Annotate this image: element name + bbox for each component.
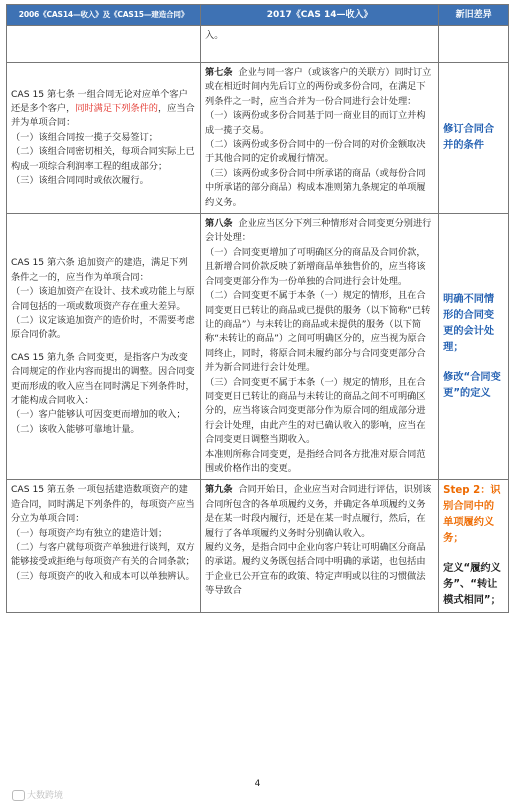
cell-new	[201, 480, 439, 613]
header-row	[7, 5, 509, 26]
diff-note: 修订合同合并的条件	[443, 124, 495, 152]
chat-icon	[12, 790, 25, 801]
article-number: 第七条	[205, 67, 233, 78]
new-line: （三）该两份或多份合同中所承诺的商品（或每份合同中所承诺的部分商品）构成本准则第九条规定的单项履约义务。	[205, 167, 426, 208]
watermark: 大数跨境	[12, 788, 63, 801]
old-line: （二）该组合同密切相关，每项合同实际上已构成一项综合利润率工程的组成部分；	[11, 146, 195, 172]
cell-diff	[439, 63, 509, 214]
new-line: （二）该两份或多份合同中的一份合同的对价金额取决于其他合同的定价或履行情况。	[205, 139, 426, 165]
cell-diff	[439, 26, 509, 63]
table-row	[7, 480, 509, 613]
cell-diff	[439, 480, 509, 613]
old-line: CAS 15 第七条 一组合同无论对应单个客户还是多个客户，同时满足下列条件的，应当合并为单项合同：	[11, 88, 195, 129]
new-line: （三）合同变更不属于本条（一）规定的情形，且在合同变更日已转让的商品与未转让的商品之间不可明确区分的，应当将该合同变更部分作为原合同的组成部分进行会计处理，由此产生的对已确认收入的影响，应当在合同变更日调整当期收入。	[205, 376, 426, 446]
old-line: （三）每项资产的收入和成本可以单独辨认。	[11, 570, 195, 582]
spacer	[11, 343, 196, 351]
old-line: CAS 15 第九条 合同变更，是指客户为改变合同规定的作业内容而提出的调整。因合同变更而形成的收入应当在同时满足下列条件时，才能构成合同收入：	[11, 351, 195, 406]
header-old-standard: 2006《CAS14—收入》及《CAS15—建造合同》	[7, 5, 201, 26]
cell-new	[201, 26, 439, 63]
diff-note: 明确不同情形的合同变更的会计处理；	[443, 293, 495, 353]
old-line: （一）该追加资产在设计、技术或功能上与原合同包括的一项或数项资产存在重大差异。	[11, 286, 195, 312]
old-line: CAS 15 第六条 追加资产的建造，满足下列条件之一的，应当作为单项合同：	[11, 257, 188, 283]
cell-old	[7, 214, 201, 480]
old-line: CAS 15 第五条 一项包括建造数项资产的建造合同，同时满足下列条件的，每项资产应当分立为单项合同：	[11, 484, 195, 525]
old-line: （三）该组合同同时或依次履行。	[11, 175, 149, 187]
table-row	[7, 26, 509, 63]
comparison-table	[6, 4, 509, 613]
new-line: 第七条 企业与同一客户（或该客户的关联方）同时订立或在相近时间内先后订立的两份或多份合同，在满足下列条件之一时，应当合并为一份合同进行会计处理：	[205, 67, 432, 107]
page-number: 4	[254, 779, 261, 789]
old-line: （一）每项资产均有独立的建造计划；	[11, 527, 168, 539]
new-line: （二）合同变更不属于本条（一）规定的情形，且在合同变更日已转让的商品或已提供的服务（以下简称“已转让的商品”）与未转让的商品或未提供的服务（以下简称“未转让的商品”）之间可明确区分的，应当视为原合同终止，同时，将原合同未履约部分与合同变更部分合并为新合同进行会计处理。	[205, 290, 431, 374]
old-line: （一）客户能够认可因变更而增加的收入；	[11, 409, 186, 421]
header-new-standard: 2017《CAS 14—收入》	[201, 5, 439, 26]
new-line: （一）该两份或多份合同基于同一商业目的而订立并构成一揽子交易。	[205, 110, 426, 136]
new-line: （一）合同变更增加了可明确区分的商品及合同价款，且新增合同价款反映了新增商品单独售价的，应当将该合同变更部分作为一份单独的合同进行会计处理。	[205, 246, 426, 287]
new-line: 第八条 企业应当区分下列三种情形对合同变更分别进行会计处理：	[205, 218, 432, 244]
cell-diff	[439, 214, 509, 480]
diff-note: 修改“合同变更”的定义	[443, 371, 501, 399]
new-line: 本准则所称合同变更，是指经合同各方批准对原合同范围或价格作出的变更。	[205, 448, 426, 474]
new-line: 履约义务，是指合同中企业向客户转让可明确区分商品的承诺。履约义务既包括合同中明确的承诺，也包括由于企业已公开宣布的政策、特定声明或以往的习惯做法等导致合	[205, 542, 426, 597]
cell-new	[201, 214, 439, 480]
cell-text: 入。	[205, 30, 224, 41]
highlight-text: 同时满足下列条件的	[75, 103, 158, 115]
diff-note: Step 2：识别合同中的单项履约义务；	[443, 485, 501, 545]
old-line: （二）议定该追加资产的造价时，不需要考虑原合同价款。	[11, 314, 195, 341]
article-number: 第九条	[205, 484, 233, 496]
table-row	[7, 63, 509, 214]
cell-old	[7, 26, 201, 63]
old-line: （二）与客户就每项资产单独进行谈判，双方能够接受或拒绝与每项资产有关的合同条款；	[11, 542, 195, 568]
article-number: 第八条	[205, 218, 233, 230]
table-row	[7, 214, 509, 480]
old-line: （二）该收入能够可靠地计量。	[11, 423, 140, 435]
cell-new	[201, 63, 439, 214]
new-line: 第九条 合同开始日，企业应当对合同进行评估，识别该合同所包含的各单项履约义务，并确定各单项履约义务是在某一时段内履行，还是在某一时点履行，然后，在履行了各单项履约义务时分别确认收入。	[205, 484, 432, 539]
cell-old	[7, 480, 201, 613]
header-differences: 新旧差异	[439, 5, 509, 26]
cell-old	[7, 63, 201, 214]
diff-note: 定义“履约义务”、“转让模式相同”；	[443, 563, 501, 607]
old-line: （一）该组合同按一揽子交易签订；	[11, 131, 158, 143]
